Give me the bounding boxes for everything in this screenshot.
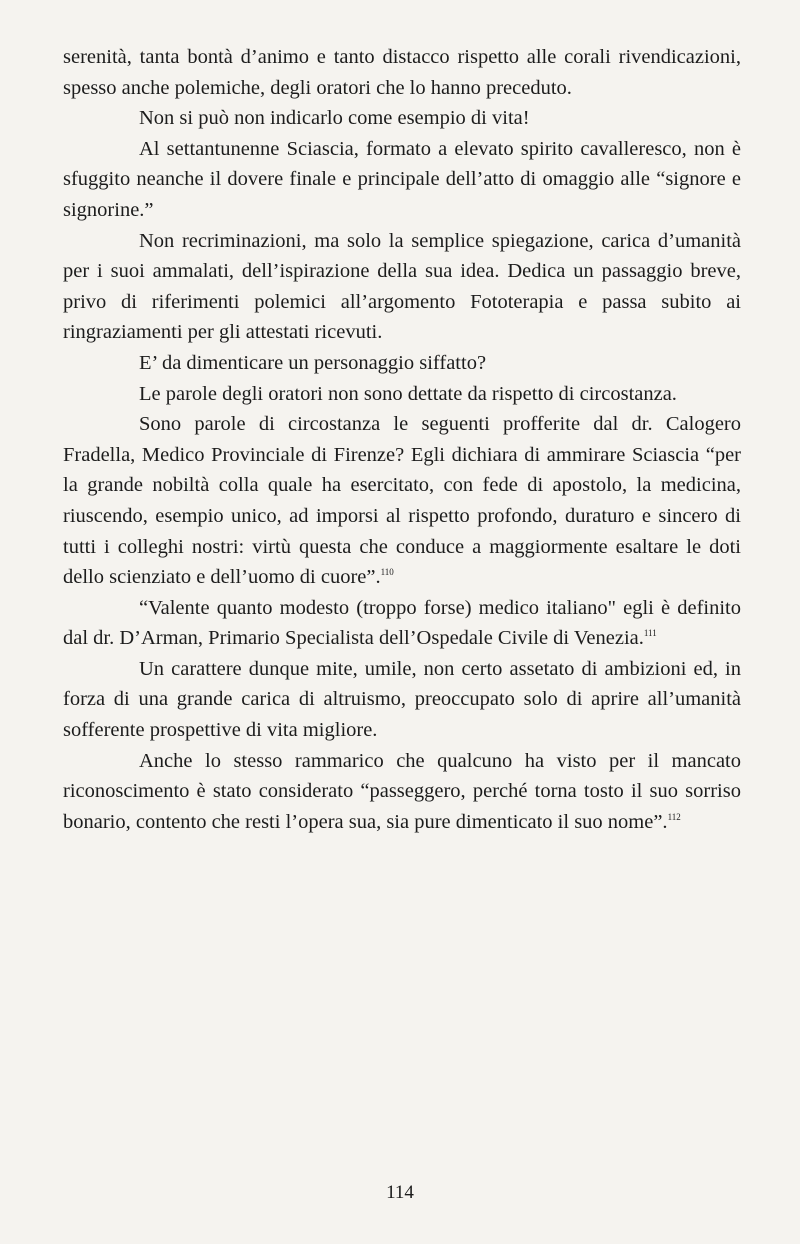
paragraph-9: Un carattere dunque mite, umile, non certo assetato di ambizioni ed, in forza di una grande carica di altruismo, preoccupato solo di aprire all’umanità sofferente prospettive di vita migliore. (63, 657, 741, 742)
paragraph-2: Non si può non indicarlo come esempio di vita! (139, 107, 530, 130)
body-text (63, 42, 741, 837)
page-number: 114 (386, 1182, 414, 1203)
footnote-ref-111: 111 (643, 628, 657, 639)
paragraph-4: Non recriminazioni, ma solo la semplice spiegazione, carica d’umanità per i suoi ammalati, dell’ispirazione della sua idea. Dedica un passaggio breve, privo di riferimenti polemici all’argomento Fototerapia e passa subito ai ringraziamenti per gli attestati ricevuti. (63, 229, 741, 344)
paragraph-5: E’ da dimenticare un personaggio siffatto? (139, 351, 487, 374)
paragraph-7: Sono parole di circostanza le seguenti profferite dal dr. Calogero Fradella, Medico Provinciale di Firenze? Egli dichiara di ammirare Sciascia “per la grande nobiltà colla quale ha esercitato, con fede di apostolo, la medicina, riuscendo, esempio unico, ad imporsi al rispetto profondo, duraturo e sincero di tutti i colleghi nostri: virtù questa che conduce a maggiormente esaltare le doti dello scienziato e dell’uomo di cuore”.$^{110}$ (63, 413, 741, 589)
paragraph-6: Le parole degli oratori non sono dettate da rispetto di circostanza. (139, 382, 677, 405)
footnote-ref-110: 110 (380, 567, 394, 578)
paragraph-1: serenità, tanta bontà d’animo e tanto distacco rispetto alle corali rivendicazioni, spesso anche polemiche, degli oratori che lo hanno preceduto. (63, 46, 741, 99)
paragraph-3: Al settantunenne Sciascia, formato a elevato spirito cavalleresco, non è sfuggito neanche il dovere finale e principale dell’atto di omaggio alle “signore e signorine.” (63, 137, 741, 221)
paragraph-8: “Valente quanto modesto (troppo forse) medico italiano" egli è definito dal dr. D’Arman, Primario Specialista dell’Ospedale Civile di Venezia.$^{111}$ (63, 596, 741, 650)
footnote-ref-112: 112 (667, 811, 681, 822)
paragraph-10: Anche lo stesso rammarico che qualcuno ha visto per il mancato riconoscimento è stato considerato “passeggero, perché torna tosto il suo sorriso bonario, contento che resti l’opera sua, sia pure dimenticato il suo nome”.$^{112}$ (63, 749, 741, 833)
